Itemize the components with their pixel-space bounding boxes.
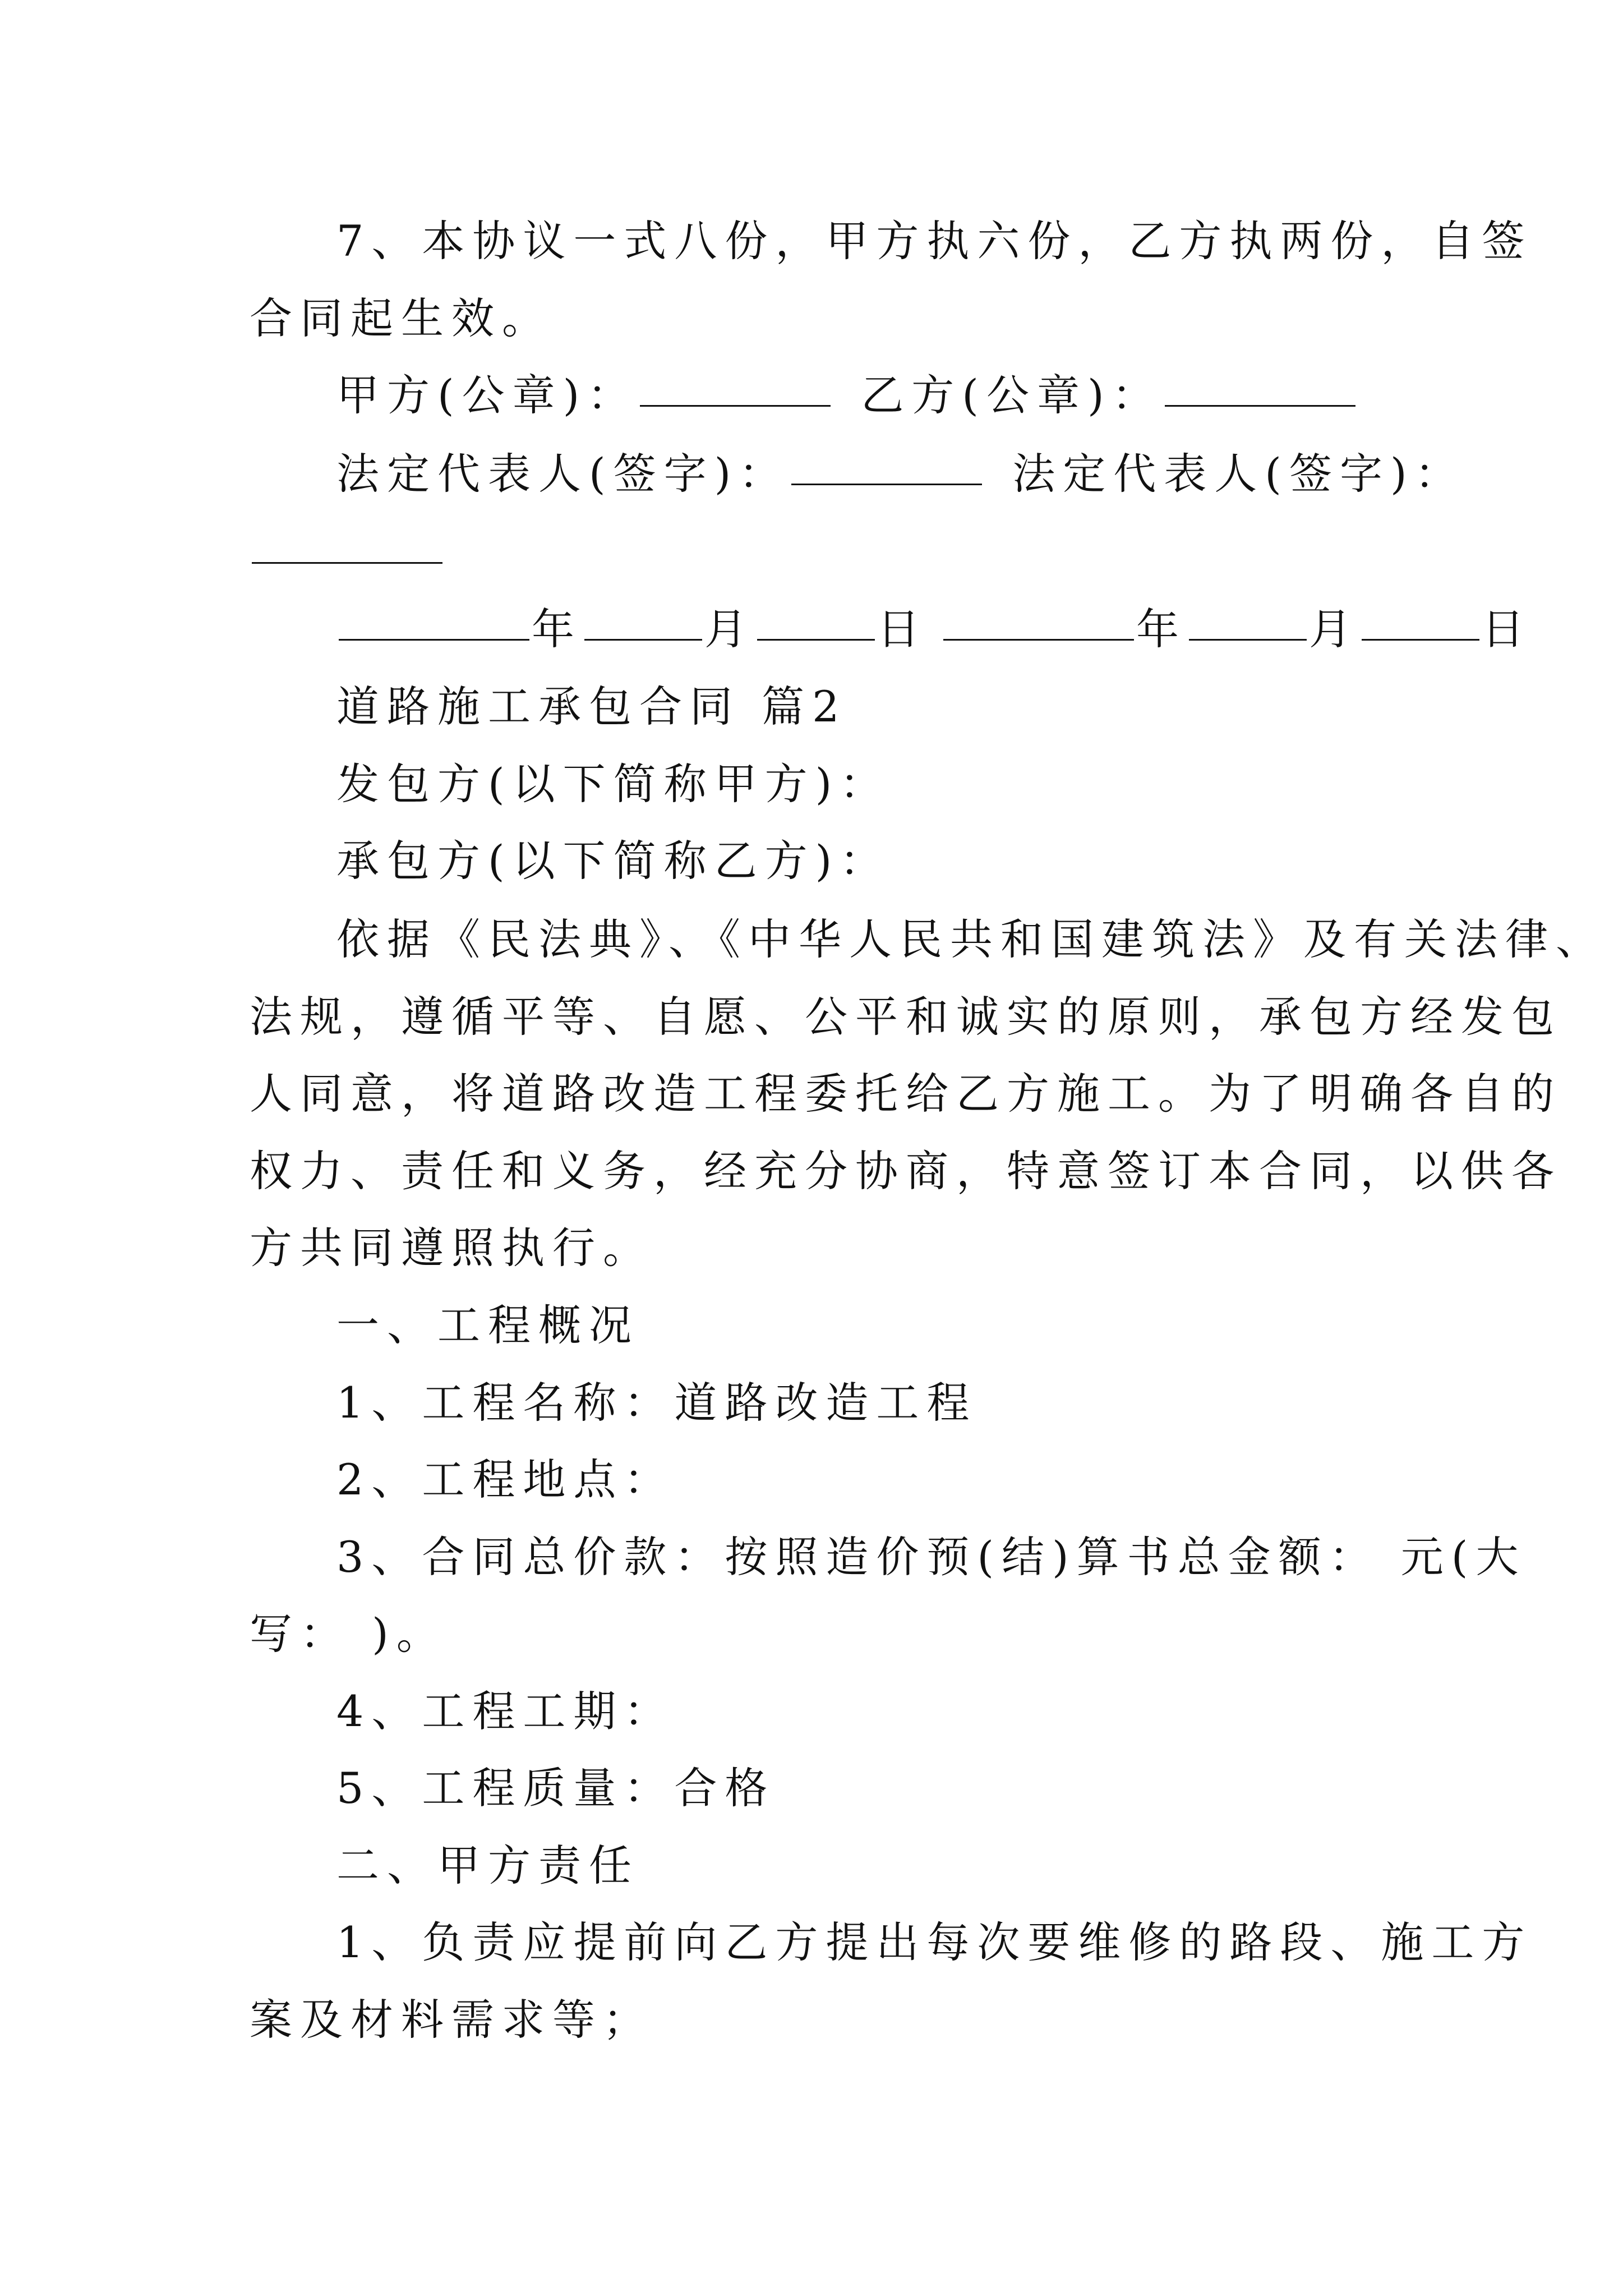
date-b-day: 日 xyxy=(1482,604,1532,654)
date-b-day-blank xyxy=(1362,639,1479,641)
date-b-month-blank xyxy=(1189,639,1307,641)
legal-rep-b-blank-line xyxy=(250,524,445,581)
date-line xyxy=(336,601,1532,657)
item-project-location: 2、工程地点： xyxy=(336,1455,675,1504)
duty-1-line-1: 1、负责应提前向乙方提出每次要维修的路段、施工方 xyxy=(336,1917,1533,1967)
legal-rep-a-label: 法定代表人(签字)： xyxy=(336,449,790,499)
party-b-seal-label: 乙方(公章)： xyxy=(861,370,1163,420)
clause-7-line-2: 合同起生效。 xyxy=(250,293,552,343)
preamble-line-2: 法规，遵循平等、自愿、公平和诚实的原则，承包方经发包 xyxy=(250,992,1562,1042)
party-a-seal-blank xyxy=(640,405,831,407)
legal-rep-b-label: 法定代表人(签字)： xyxy=(1012,449,1465,499)
item-project-duration: 4、工程工期： xyxy=(336,1686,675,1736)
preamble-line-5: 方共同遵照执行。 xyxy=(250,1223,653,1273)
item-project-name: 1、工程名称：道路改造工程 xyxy=(336,1378,978,1428)
date-a-day: 日 xyxy=(877,604,928,654)
party-a-seal-label: 甲方(公章)： xyxy=(336,370,638,420)
preamble-line-4: 权力、责任和义务，经充分协商，特意签订本合同，以供各 xyxy=(250,1146,1562,1196)
legal-rep-b-blank xyxy=(252,562,442,564)
legal-rep-a-blank xyxy=(791,484,982,485)
contractor-line: 承包方(以下简称乙方)： xyxy=(336,836,891,886)
legal-rep-line xyxy=(336,446,1465,502)
heading-project-overview: 一、工程概况 xyxy=(336,1300,639,1350)
date-a-day-blank xyxy=(757,639,875,641)
clause-7-line-1: 7、本协议一式八份，甲方执六份，乙方执两份，自签 xyxy=(336,216,1533,266)
date-a-year: 年 xyxy=(532,604,582,654)
party-b-seal-blank xyxy=(1165,405,1355,407)
date-b-month: 月 xyxy=(1309,604,1359,654)
date-a-month-blank xyxy=(584,639,702,641)
date-b-year-blank xyxy=(943,639,1134,641)
item-project-quality: 5、工程质量：合格 xyxy=(336,1763,776,1813)
date-b-year: 年 xyxy=(1136,604,1187,654)
section-title: 道路施工承包合同 篇2 xyxy=(336,682,847,731)
date-a-year-blank xyxy=(339,639,529,641)
seal-line xyxy=(336,367,1358,424)
date-a-month: 月 xyxy=(704,604,755,654)
item-contract-price-line-1: 3、合同总价款：按照造价预(结)算书总金额： 元(大 xyxy=(336,1532,1527,1582)
employer-line: 发包方(以下简称甲方)： xyxy=(336,759,891,809)
heading-party-a-duties: 二、甲方责任 xyxy=(336,1841,639,1890)
item-contract-price-line-2: 写： )。 xyxy=(250,1609,447,1659)
preamble-line-1: 依据《民法典》、《中华人民共和国建筑法》及有关法律、 xyxy=(336,914,1606,964)
preamble-line-3: 人同意，将道路改造工程委托给乙方施工。为了明确各自的 xyxy=(250,1069,1562,1119)
duty-1-line-2: 案及材料需求等； xyxy=(250,1995,653,2045)
